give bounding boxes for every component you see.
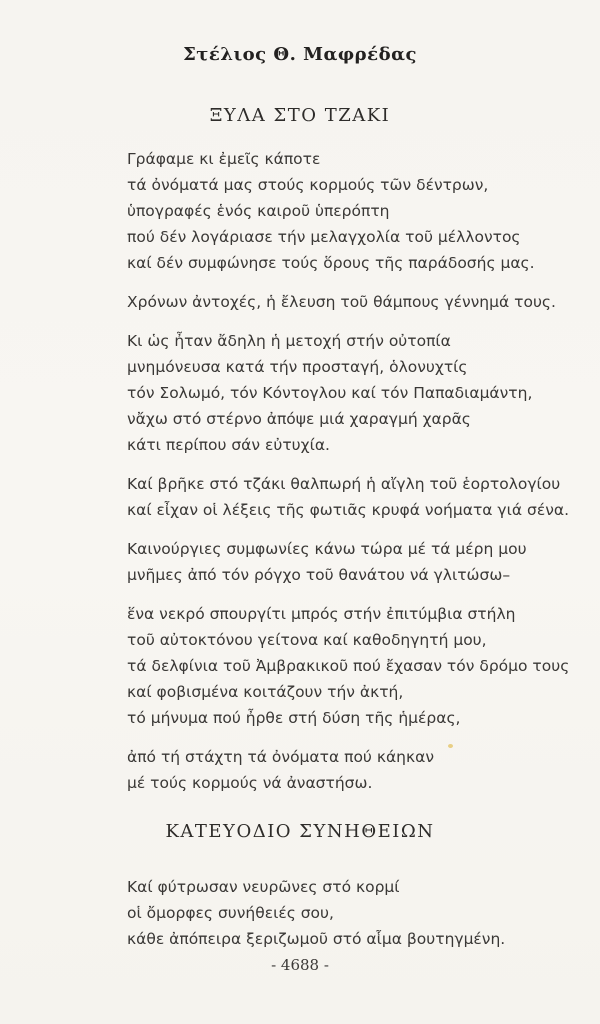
stanza <box>127 874 600 952</box>
poem-line: Καινούργιες συμφωνίες κάνω τώρα μέ τά μέρη μου <box>127 540 527 558</box>
stanza <box>127 536 600 588</box>
poem-line: καί εἶχαν οἱ λέξεις τῆς φωτιᾶς κρυφά νοήματα γιά σένα. <box>127 501 569 519</box>
poem-line: Καί φύτρωσαν νευρῶνες στό κορμί <box>127 878 400 896</box>
stanza <box>127 146 600 276</box>
poem-title-xyla-sto-tzaki: ΞΥΛΑ ΣΤΟ ΤΖΑΚΙ <box>209 105 391 126</box>
poem-line: τά δελφίνια τοῦ Ἀμβρακικοῦ πού ἔχασαν τόν δρόμο τους <box>127 657 570 675</box>
poem-line: μέ τούς κορμούς νά ἀναστήσω. <box>127 774 373 792</box>
poem-line: τό μήνυμα πού ἦρθε στή δύση τῆς ἡμέρας, <box>127 709 461 727</box>
poem-title-kateyodio-synitheion: ΚΑΤΕΥΟΔΙΟ ΣΥΝΗΘΕΙΩΝ <box>165 821 435 842</box>
poem-line: τοῦ αὐτοκτόνου γείτονα καί καθοδηγητή μου, <box>127 631 487 649</box>
stanza <box>127 601 600 731</box>
stanza <box>127 289 600 315</box>
poem-line: τόν Σολωμό, τόν Κόντογλου καί τόν Παπαδιαμάντη, <box>127 384 533 402</box>
poem-line: καί φοβισμένα κοιτάζουν τήν ἀκτή, <box>127 683 404 701</box>
scan-artifact-speck <box>448 744 453 748</box>
poem-line: οἱ ὄμορφες συνήθειές σου, <box>127 904 334 922</box>
poem-line: καί δέν συμφώνησε τούς ὅρους τῆς παράδοσής μας. <box>127 254 535 272</box>
poem-line: μνῆμες ἀπό τόν ρόγχο τοῦ θανάτου νά γλιτώσω– <box>127 566 511 584</box>
stanza <box>127 471 600 523</box>
poem-line: μνημόνευσα κατά τήν προσταγή, ὁλονυχτίς <box>127 358 468 376</box>
poem-line: Χρόνων ἀντοχές, ἡ ἔλευση τοῦ θάμπους γέννημά τους. <box>127 293 556 311</box>
stanza <box>127 328 600 458</box>
poem-line: νἄχω στό στέρνο ἀπόψε μιά χαραγμή χαρᾶς <box>127 410 471 428</box>
poem-line: Γράφαμε κι ἐμεῖς κάποτε <box>127 150 321 168</box>
poem-line: πού δέν λογάριασε τήν μελαγχολία τοῦ μέλλοντος <box>127 228 521 246</box>
page-number: - 4688 - <box>271 956 329 974</box>
poem-line: ὑπογραφές ἑνός καιροῦ ὑπερόπτη <box>127 202 390 220</box>
poems-body <box>0 146 600 965</box>
stanza <box>127 744 600 796</box>
author-name: Στέλιος Θ. Μαφρέδας <box>183 44 417 65</box>
poem-line: κάτι περίπου σάν εὐτυχία. <box>127 436 330 454</box>
poem-line: ἀπό τή στάχτη τά ὀνόματα πού κάηκαν <box>127 748 435 766</box>
poem-line: τά ὀνόματά μας στούς κορμούς τῶν δέντρων, <box>127 176 489 194</box>
poem-line: ἕνα νεκρό σπουργίτι μπρός στήν ἐπιτύμβια στήλη <box>127 605 516 623</box>
poem-line: Κι ὡς ἦταν ἄδηλη ἡ μετοχή στήν οὐτοπία <box>127 332 451 350</box>
poem-line: Καί βρῆκε στό τζάκι θαλπωρή ἡ αἴγλη τοῦ ἑορτολογίου <box>127 475 561 493</box>
poem-line: κάθε ἀπόπειρα ξεριζωμοῦ στό αἷμα βουτηγμένη. <box>127 930 506 948</box>
